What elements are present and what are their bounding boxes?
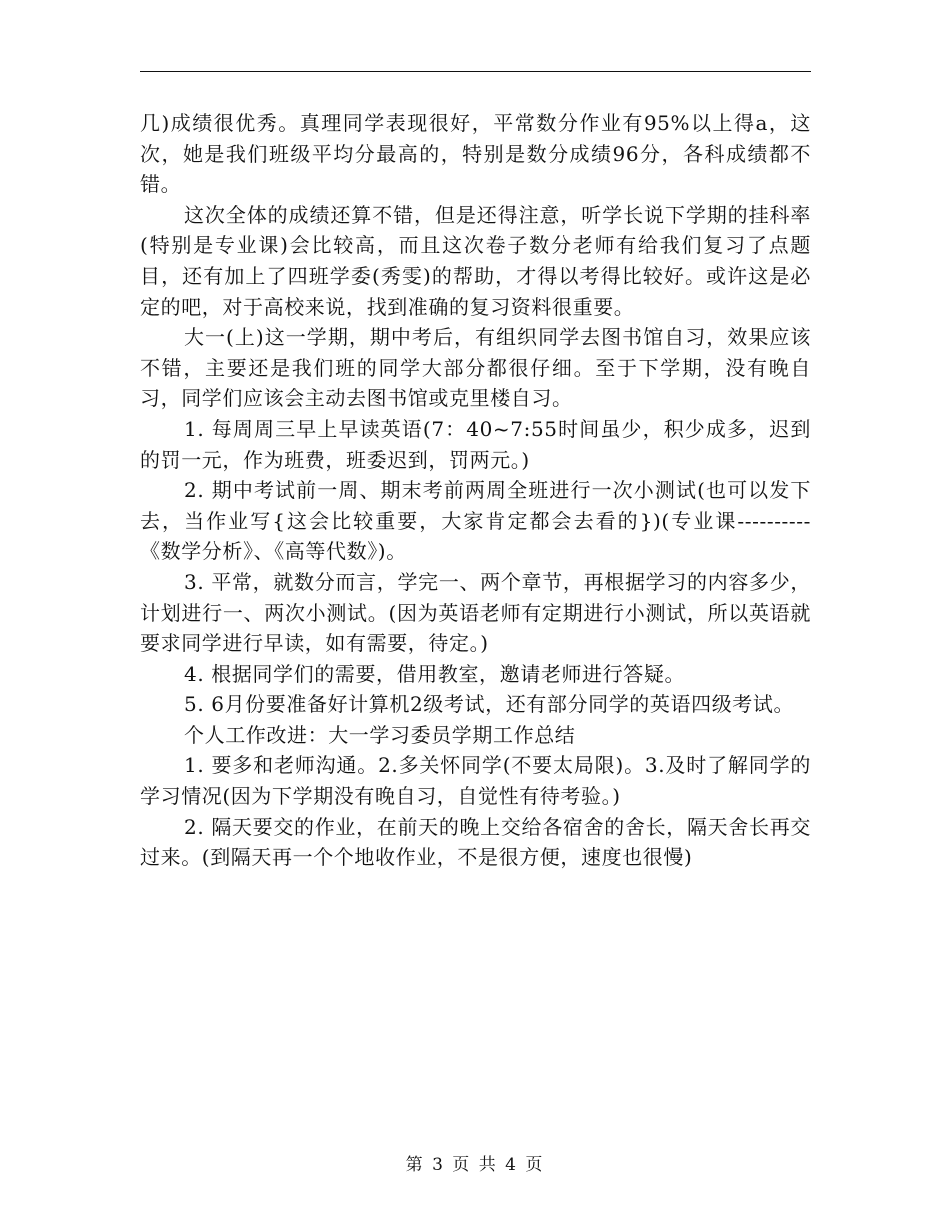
improvement-item-2: 2. 隔天要交的作业，在前天的晚上交给各宿舍的舍长，隔天舍长再交过来。(到隔天再一个个地收作业，不是很方便，速度也很慢) <box>140 814 811 870</box>
plan-item-3: 3. 平常，就数分而言，学完一、两个章节，再根据学习的内容多少，计划进行一、两次小测试。(因为英语老师有定期进行小测试，所以英语就要求同学进行早读，如有需要，待定。) <box>140 569 811 656</box>
plan-item-4: 4. 根据同学们的需要，借用教室，邀请老师进行答疑。 <box>184 661 686 686</box>
paragraph-3: 大一(上)这一学期，期中考后，有组织同学去图书馆自习，效果应该不错，主要还是我们班的同学大部分都很仔细。至于下学期，没有晚自习，同学们应该会主动去图书馆或克里楼自习。 <box>140 325 811 411</box>
plan-item-2: 2. 期中考试前一周、期末考前两周全班进行一次小测试(也可以发下去，当作业写{这会比较重要，大家肯定都会去看的})(专业课----------《数学分析》、《高等代数》)。 <box>140 478 811 564</box>
header-rule <box>140 71 811 72</box>
document-body <box>140 108 811 873</box>
improvement-item-1: 1. 要多和老师沟通。2.多关怀同学(不要太局限)。3.及时了解同学的学习情况(因为下学期没有晚自习，自觉性有待考验。) <box>140 753 811 809</box>
plan-item-5: 5. 6月份要准备好计算机2级考试，还有部分同学的英语四级考试。 <box>184 692 795 717</box>
paragraph-2: 这次全体的成绩还算不错，但是还得注意，听学长说下学期的挂科率(特别是专业课)会比较高，而且这次卷子数分老师有给我们复习了点题目，还有加上了四班学委(秀雯)的帮助，才得以考得比较好。或许这是必定的吧，对于高校来说，找到准确的复习资料很重要。 <box>140 202 811 319</box>
paragraph-1: 几)成绩很优秀。真理同学表现很好，平常数分作业有95%以上得a，这次，她是我们班级平均分最高的，特别是数分成绩96分，各科成绩都不错。 <box>140 111 811 197</box>
plan-item-1: 1. 每周周三早上早读英语(7：40~7:55时间虽少，积少成多，迟到的罚一元，作为班费，班委迟到，罚两元。) <box>140 416 811 472</box>
page-number-footer: 第 3 页 共 4 页 <box>405 1155 545 1175</box>
section-heading-improvement: 个人工作改进：大一学习委员学期工作总结 <box>184 722 576 747</box>
